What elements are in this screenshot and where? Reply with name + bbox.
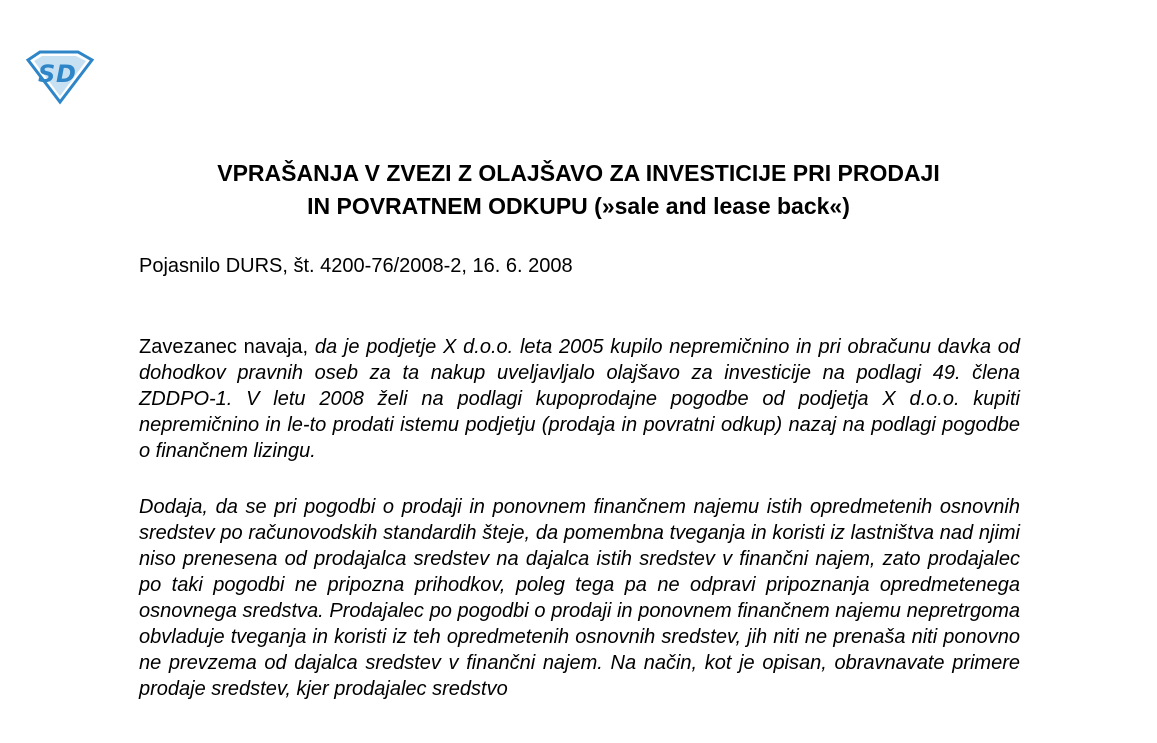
company-logo xyxy=(22,50,96,106)
paragraph-1-quote: da je podjetje X d.o.o. leta 2005 kupilo nepremičnino in pri obračunu davka od dohodkov pravnih oseb za ta nakup uveljavljalo olajšavo za investicije na podlagi 49. člena ZDDPO-1. V letu 2008 želi na podlagi kupoprodajne pogodbe od podjetja X d.o.o. kupiti nepremičnino in le-to prodati istemu podjetju (prodaja in povratni odkup) nazaj na podlagi pogodbe o finančnem lizingu. xyxy=(139,336,1021,462)
paragraph-1 xyxy=(139,334,1020,464)
svg-text:D: D xyxy=(56,60,76,88)
title-line-1: VPRAŠANJA V ZVEZI Z OLAJŠAVO ZA INVESTICIJE PRI PRODAJI xyxy=(217,160,940,186)
paragraph-2: Dodaja, da se pri pogodbi o prodaji in ponovnem finančnem najemu istih opredmetenih osnovnih sredstev po računovodskih standardih šteje, da pomembna tveganja in koristi iz lastništva nad njimi niso prenesena od prodajalca sredstev na dajalca istih sredstev v finančni najem, zato prodajalec po taki pogodbi ne pripozna prihodkov, poleg tega pa ne odpravi pripoznanja opredmetenega osnovnega sredstva. Prodajalec po pogodbi o prodaji in ponovnem finančnem najemu nepretrgoma obvladuje tveganja in koristi iz teh opredmetenih osnovnih sredstev, jih niti ne prenaša niti ponovno ne prevzema od dajalca sredstev v finančni najem. Na način, kot je opisan, obravnavate primere prodaje sredstev, kjer prodajalec sredstvo xyxy=(139,496,1020,700)
document-title xyxy=(0,157,1157,223)
svg-text:S: S xyxy=(38,60,56,88)
title-line-2: IN POVRATNEM ODKUPU (»sale and lease back«) xyxy=(307,193,850,219)
paragraph-1-lead: Zavezanec navaja, xyxy=(139,336,315,358)
document-reference: Pojasnilo DURS, št. 4200-76/2008-2, 16. 6. 2008 xyxy=(139,255,573,277)
